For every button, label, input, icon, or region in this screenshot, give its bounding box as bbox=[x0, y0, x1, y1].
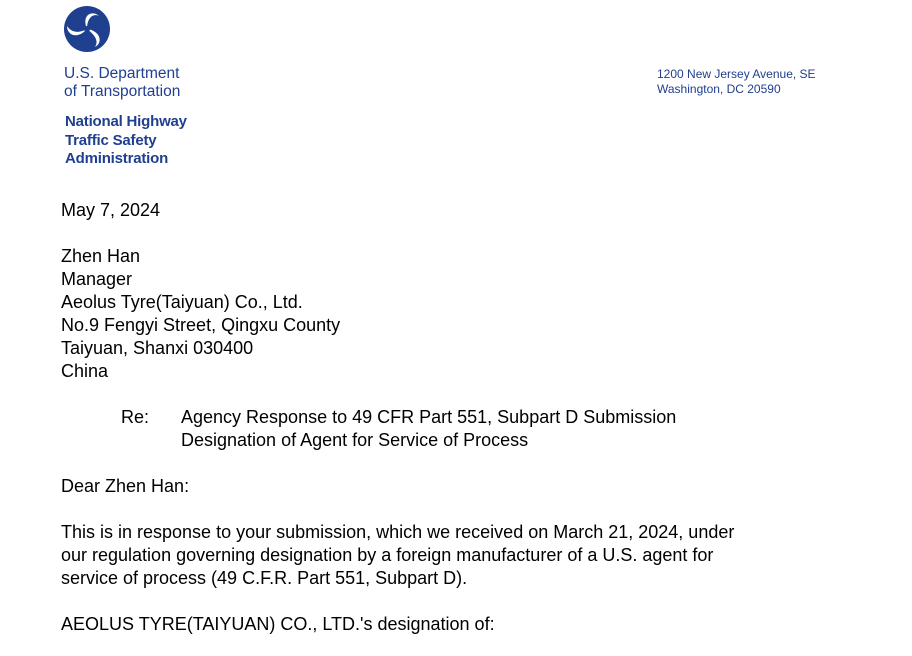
agency-address bbox=[657, 67, 816, 96]
agency-line-2: Traffic Safety bbox=[65, 131, 157, 149]
recipient-title: Manager bbox=[61, 269, 133, 289]
department-line-2: of Transportation bbox=[64, 83, 181, 100]
recipient-street: No.9 Fengyi Street, Qingxu County bbox=[61, 315, 341, 335]
re-subject-line-2: Designation of Agent for Service of Process bbox=[181, 430, 529, 450]
department-line-1: U.S. Department bbox=[64, 65, 180, 82]
letter-date: May 7, 2024 bbox=[61, 200, 161, 220]
address-line-2: Washington, DC 20590 bbox=[657, 81, 781, 96]
re-subject bbox=[181, 406, 676, 452]
agency-name bbox=[65, 113, 187, 169]
recipient-company: Aeolus Tyre(Taiyuan) Co., Ltd. bbox=[61, 292, 303, 312]
body-paragraph bbox=[61, 521, 734, 590]
agency-line-3: Administration bbox=[65, 150, 169, 167]
designation-line: AEOLUS TYRE(TAIYUAN) CO., LTD.'s designation of: bbox=[61, 614, 495, 634]
recipient-block bbox=[61, 245, 340, 383]
recipient-name: Zhen Han bbox=[61, 246, 141, 266]
recipient-country: China bbox=[61, 361, 109, 381]
salutation: Dear Zhen Han: bbox=[61, 476, 190, 496]
agency-line-1: National Highway bbox=[65, 113, 187, 130]
re-label: Re: bbox=[121, 407, 150, 427]
address-line-1: 1200 New Jersey Avenue, SE bbox=[657, 67, 816, 81]
department-name bbox=[64, 65, 180, 101]
paragraph-line-1: This is in response to your submission, which we received on March 21, 2024, under bbox=[61, 522, 735, 542]
dot-triskelion-logo bbox=[63, 4, 111, 54]
paragraph-line-2: our regulation governing designation by a foreign manufacturer of a U.S. agent for bbox=[61, 545, 714, 565]
recipient-city: Taiyuan, Shanxi 030400 bbox=[61, 338, 254, 358]
paragraph-line-3: service of process (49 C.F.R. Part 551, Subpart D). bbox=[61, 568, 468, 588]
re-subject-line-1: Agency Response to 49 CFR Part 551, Subpart D Submission bbox=[181, 407, 677, 427]
